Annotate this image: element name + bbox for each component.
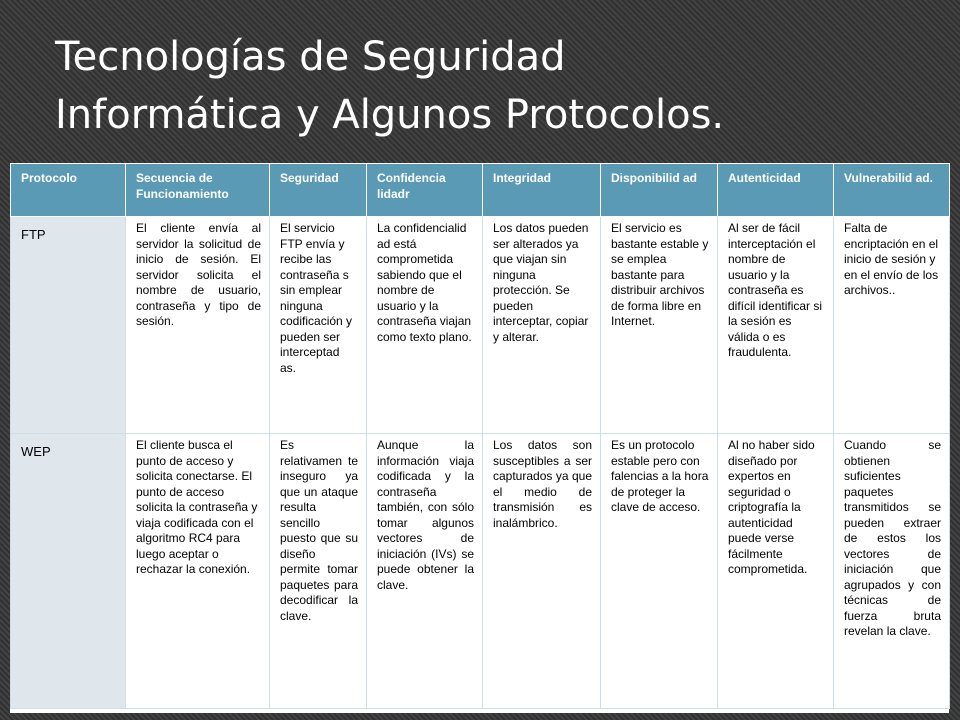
slide-title — [55, 28, 935, 144]
header-protocolo: Protocolo — [11, 164, 126, 217]
cell-autenticidad: Al ser de fácil interceptación el nombre de usuario y la contraseña es difícil identificar si la sesión es válida o es fraudulenta. — [718, 217, 834, 434]
cell-protocolo: WEP — [11, 434, 126, 709]
table-row — [11, 217, 950, 434]
cell-secuencia: El cliente busca el punto de acceso y solicita conectarse. El punto de acceso solicita la contraseña y viaja codificada con el algoritmo RC4 para luego aceptar o rechazar la conexión. — [126, 434, 270, 709]
header-seguridad: Seguridad — [270, 164, 367, 217]
table-row — [11, 434, 950, 709]
cell-integridad: Los datos pueden ser alterados ya que viajan sin ninguna protección. Se pueden interceptar, copiar y alterar. — [483, 217, 601, 434]
cell-integridad: Los datos son susceptibles a ser capturados ya que el medio de transmisión es inalámbrico. — [483, 434, 601, 709]
protocols-table-container — [10, 163, 949, 713]
slide-title-line-1: Tecnologías de Seguridad — [55, 34, 566, 80]
header-autenticidad: Autenticidad — [718, 164, 834, 217]
cell-secuencia: El cliente envía al servidor la solicitud de inicio de sesión. El servidor solicita el nombre de usuario, contraseña y tipo de sesión. — [126, 217, 270, 434]
cell-confidencialidad: La confidencialid ad está comprometida sabiendo que el nombre de usuario y la contraseña viajan como texto plano. — [367, 217, 483, 434]
cell-seguridad: El servicio FTP envía y recibe las contraseña s sin emplear ninguna codificación y pueden ser interceptad as. — [270, 217, 367, 434]
protocols-table — [10, 163, 950, 709]
header-secuencia: Secuencia de Funcionamiento — [126, 164, 270, 217]
slide-title-line-2: Informática y Algunos Protocolos. — [55, 92, 725, 138]
cell-protocolo: FTP — [11, 217, 126, 434]
cell-autenticidad: Al no haber sido diseñado por expertos en seguridad o criptografía la autenticidad puede verse fácilmente comprometida. — [718, 434, 834, 709]
cell-confidencialidad: Aunque la información viaja codificada y la contraseña también, con sólo tomar algunos vectores de iniciación (IVs) se puede obtener la clave. — [367, 434, 483, 709]
header-vulnerabilidad: Vulnerabilid ad. — [834, 164, 950, 217]
header-confidencialidad: Confidencia lidadr — [367, 164, 483, 217]
cell-vulnerabilidad: Falta de encriptación en el inicio de sesión y en el envío de los archivos.. — [834, 217, 950, 434]
cell-disponibilidad: Es un protocolo estable pero con falencias a la hora de proteger la clave de acceso. — [601, 434, 718, 709]
table-header-row — [11, 164, 950, 217]
header-disponibilidad: Disponibilid ad — [601, 164, 718, 217]
cell-disponibilidad: El servicio es bastante estable y se emplea bastante para distribuir archivos de forma libre en Internet. — [601, 217, 718, 434]
header-integridad: Integridad — [483, 164, 601, 217]
cell-seguridad: Es relativamen te inseguro ya que un ataque resulta sencillo puesto que su diseño permite tomar paquetes para decodificar la clave. — [270, 434, 367, 709]
cell-vulnerabilidad: Cuando se obtienen suficientes paquetes transmitidos se pueden extraer de estos los vectores de iniciación que agrupados y con técnicas de fuerza bruta revelan la clave. — [834, 434, 950, 709]
